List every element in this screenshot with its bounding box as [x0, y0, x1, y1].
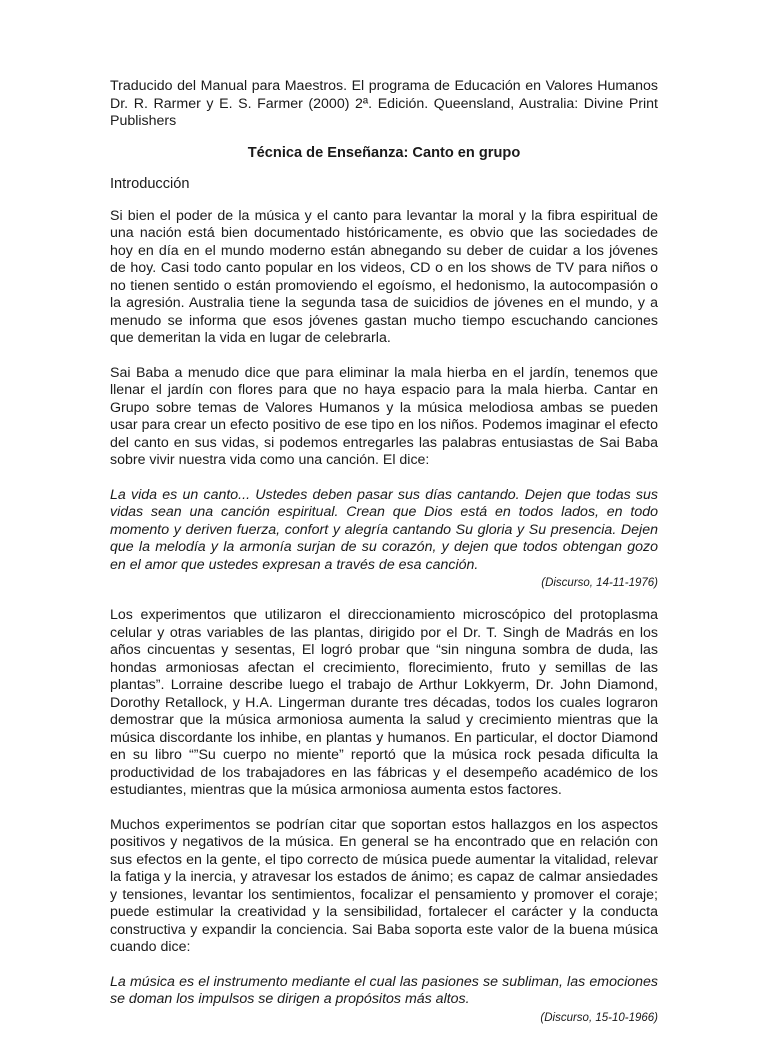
paragraph-sai-baba: Sai Baba a menudo dice que para eliminar la mala hierba en el jardín, tenemos que llenar el jardín con flores para que no haya espacio para la mala hierba. Cantar en Grupo sobre temas de Valores Humanos y la música melodiosa ambas se pueden usar para crear un efecto positivo de ese tipo en los niños. Podemos imaginar el efecto del canto en sus vidas, si podemos entregarles las palabras entusiastas de Sai Baba sobre vivir nuestra vida como una canción. El dice: — [110, 364, 658, 468]
paragraph-music-effects: Muchos experimentos se podrían citar que soportan estos hallazgos en los aspectos positivos y negativos de la música. En general se ha encontrado que en relación con sus efectos en la gente, el tipo correcto de música puede aumentar la vitalidad, relevar la fatiga y la inercia, y atravesar los estados de ánimo; es capaz de calmar ansiedades y tensiones, levantar los sentimientos, focalizar el pensamiento y promover el coraje; puede estimular la creatividad y la sensibilidad, fortalecer el carácter y la conducta constructiva y expandir la conciencia. Sai Baba soporta este valor de la buena música cuando dice: — [110, 816, 658, 955]
quote-citation: (Discurso, 14-11-1976) — [541, 577, 658, 589]
quote-block: La música es el instrumento mediante el cual las pasiones se subliman, las emociones se doman los impulsos se dirigen a propósitos más altos. — [110, 973, 658, 1007]
paragraph-intro: Si bien el poder de la música y el canto para levantar la moral y la fibra espiritual de una nación está bien documentado históricamente, es obvio que las sociedades de hoy en día en el mundo moderno están abnegando su deber de cuidar a los jóvenes de hoy. Casi todo canto popular en los videos, CD o en los shows de TV para niños o no tienen sentido o están promoviendo el egoísmo, el hedonismo, la autocompasión o la agresión. Australia tiene la segunda tasa de suicidios de jóvenes en el mundo, y a menudo se informa que esos jóvenes gastan mucho tiempo escuchando canciones que demeritan la vida en lugar de celebrarla. — [110, 207, 658, 346]
paragraph-experiments: Los experimentos que utilizaron el direccionamiento microscópico del protoplasma celular y otras variables de las plantas, dirigido por el Dr. T. Singh de Madrás en los años cincuentas y sesentas, El logró probar que “sin ninguna sombra de duda, las hondas armoniosas afectan el crecimiento, florecimiento, fruto y semillas de las plantas”. Lorraine describe luego el trabajo de Arthur Lokkyerm, Dr. John Diamond, Dorothy Retallock, y H.A. Lingerman durante tres décadas, todos los cuales lograron demostrar que la música armoniosa aumenta la salud y crecimiento mientras que la música discordante los inhibe, en plantas y humanos. En particular, el doctor Diamond en su libro “”Su cuerpo no miente” reportó que la música rock pesada dificulta la productividad de los trabajadores en las fábricas y el desempeño académico de los estudiantes, mientras que la música armoniosa aumenta estos factores. — [110, 607, 658, 798]
document-page — [110, 78, 658, 1042]
header-reference: Traducido del Manual para Maestros. El programa de Educación en Valores Humanos Dr. R. Rarmer y E. S. Farmer (2000) 2ª. Edición. Queensland, Australia: Divine Print Publishers — [110, 78, 658, 129]
section-heading: Introducción — [110, 176, 190, 192]
document-title: Técnica de Enseñanza: Canto en grupo — [247, 144, 521, 161]
quote-citation: (Discurso, 15-10-1966) — [540, 1011, 658, 1024]
quote-block: La vida es un canto... Ustedes deben pasar sus días cantando. Dejen que todas sus vidas sean una canción espiritual. Crean que Dios está en todos lados, en todo momento y deriven fuerza, confort y alegría cantando Su gloria y Su presencia. Dejen que la melodía y la armonía surjan de su corazón, y dejen que todos obtengan gozo en el amor que ustedes expresan a través de esa canción. — [110, 486, 658, 573]
